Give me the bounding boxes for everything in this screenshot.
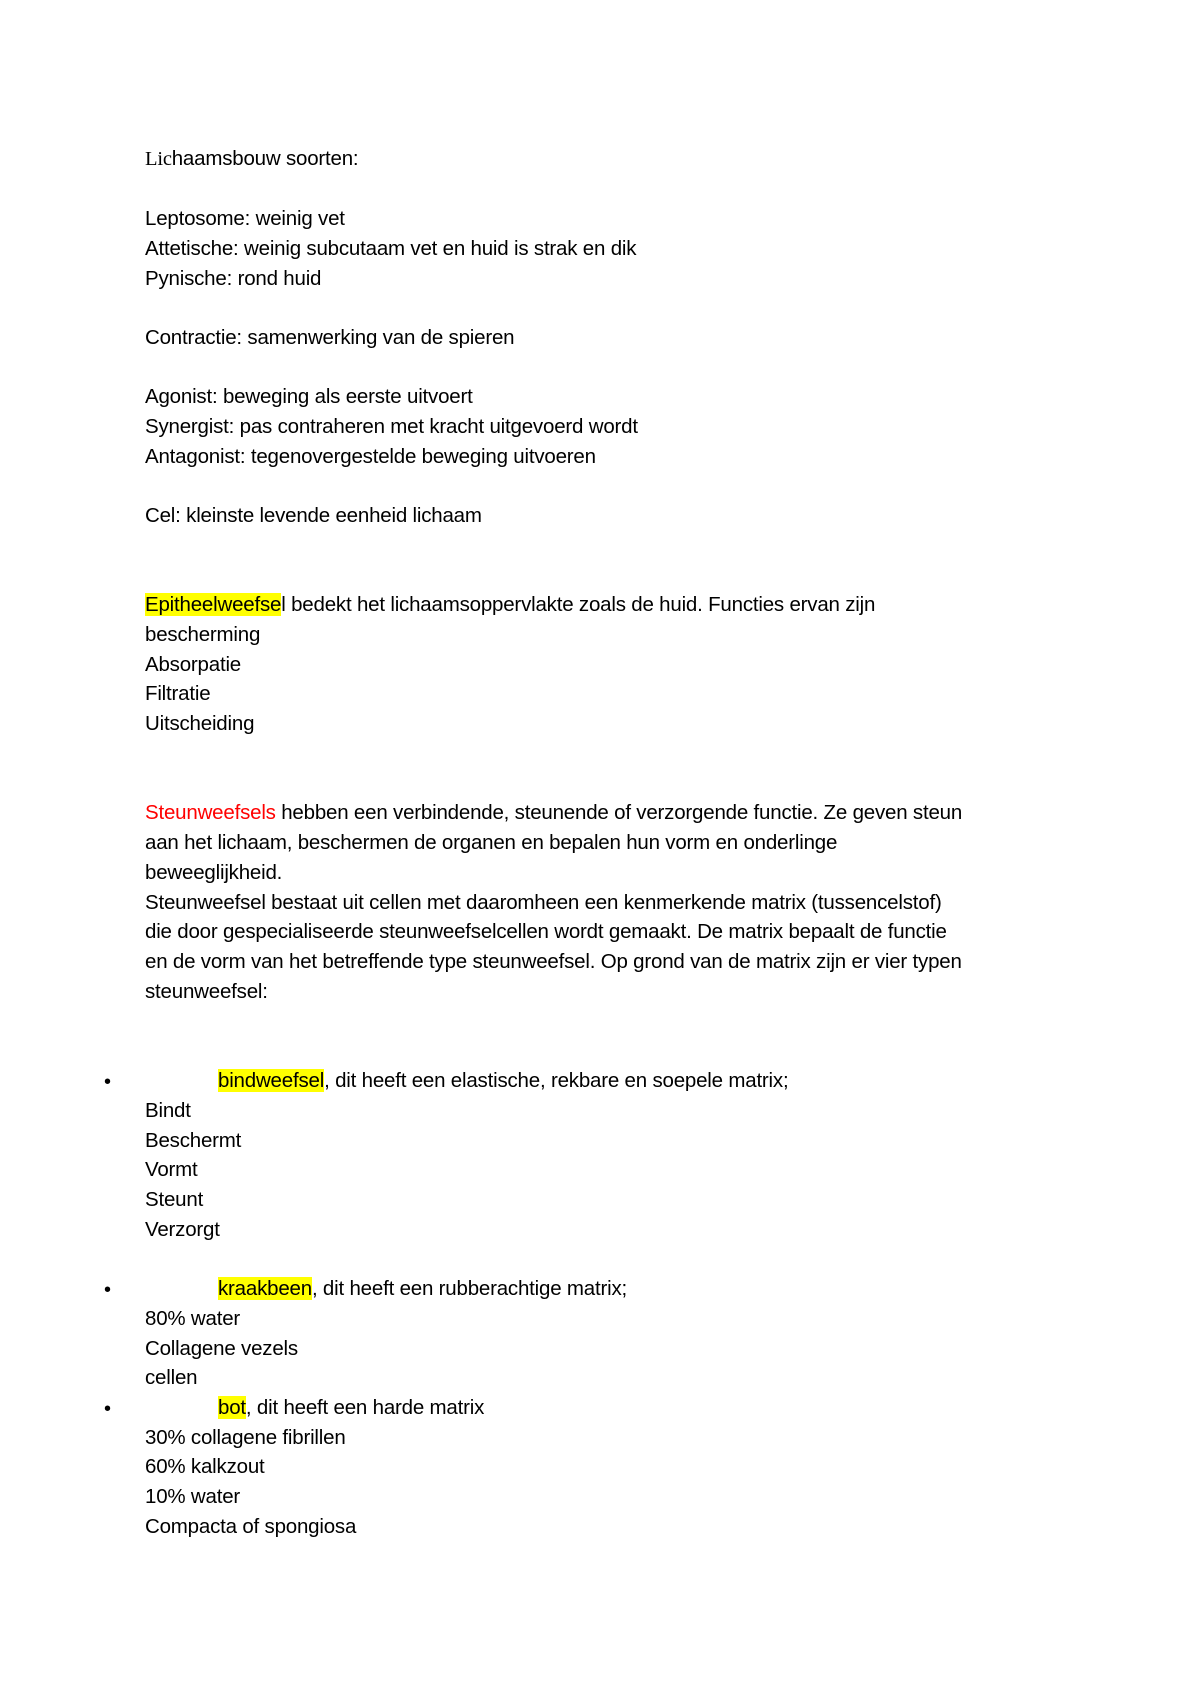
type-item: cellen bbox=[145, 1366, 198, 1389]
steun-paragraph: Steunweefsels hebben een verbindende, steunende of verzorgende functie. Ze geven steun bbox=[145, 801, 963, 824]
type-item: Bindt bbox=[145, 1099, 191, 1122]
steun-line: aan het lichaam, beschermen de organen en bepalen hun vorm en onderlinge bbox=[145, 831, 838, 854]
steun-line: die door gespecialiseerde steunweefselcellen wordt gemaakt. De matrix bepaalt de functie bbox=[145, 920, 947, 943]
type-item: 10% water bbox=[145, 1485, 241, 1508]
bullet: • bbox=[104, 1398, 112, 1420]
doc-title: Lichaamsbouw soorten: bbox=[145, 147, 359, 170]
epitheel-function: Absorpatie bbox=[145, 653, 242, 676]
muscle-role-line: Agonist: beweging als eerste uitvoert bbox=[145, 385, 473, 408]
body-type-line: Attetische: weinig subcutaam vet en huid is strak en dik bbox=[145, 237, 637, 260]
epitheel-function: bescherming bbox=[145, 623, 261, 646]
type-heading-kraakbeen: kraakbeen, dit heeft een rubberachtige matrix; bbox=[218, 1277, 628, 1300]
bullet: • bbox=[104, 1279, 112, 1301]
muscle-role-line: Synergist: pas contraheren met kracht uitgevoerd wordt bbox=[145, 415, 638, 438]
type-term-highlight: bindweefsel bbox=[218, 1069, 325, 1092]
steun-line: Steunweefsel bestaat uit cellen met daaromheen een kenmerkende matrix (tussencelstof) bbox=[145, 891, 942, 914]
type-item: Steunt bbox=[145, 1188, 204, 1211]
steun-term-red: Steunweefsels bbox=[145, 801, 276, 824]
type-item: Verzorgt bbox=[145, 1218, 220, 1241]
type-item: 80% water bbox=[145, 1307, 241, 1330]
steun-line: en de vorm van het betreffende type steunweefsel. Op grond van de matrix zijn er vier typen bbox=[145, 950, 962, 973]
type-item: 60% kalkzout bbox=[145, 1455, 265, 1478]
type-item: 30% collagene fibrillen bbox=[145, 1426, 346, 1449]
epitheel-paragraph: Epitheelweefsel bedekt het lichaamsoppervlakte zoals de huid. Functies ervan zijn bbox=[145, 593, 876, 616]
type-item: Vormt bbox=[145, 1158, 198, 1181]
epitheel-function: Filtratie bbox=[145, 682, 211, 705]
type-item: Compacta of spongiosa bbox=[145, 1515, 357, 1538]
type-term-highlight: bot bbox=[218, 1396, 246, 1419]
contractie-line: Contractie: samenwerking van de spieren bbox=[145, 326, 515, 349]
type-item: Beschermt bbox=[145, 1129, 242, 1152]
type-term-highlight: kraakbeen bbox=[218, 1277, 312, 1300]
steun-line: beweeglijkheid. bbox=[145, 861, 283, 884]
epitheel-term-highlight: Epitheelweefse bbox=[145, 593, 282, 616]
body-type-line: Leptosome: weinig vet bbox=[145, 207, 345, 230]
bullet: • bbox=[104, 1071, 112, 1093]
type-item: Collagene vezels bbox=[145, 1337, 298, 1360]
steun-line: steunweefsel: bbox=[145, 980, 268, 1003]
type-heading-bindweefsel: bindweefsel, dit heeft een elastische, rekbare en soepele matrix; bbox=[218, 1069, 789, 1092]
cel-line: Cel: kleinste levende eenheid lichaam bbox=[145, 504, 482, 527]
type-heading-bot: bot, dit heeft een harde matrix bbox=[218, 1396, 485, 1419]
body-type-line: Pynische: rond huid bbox=[145, 267, 322, 290]
epitheel-function: Uitscheiding bbox=[145, 712, 255, 735]
muscle-role-line: Antagonist: tegenovergestelde beweging uitvoeren bbox=[145, 445, 596, 468]
